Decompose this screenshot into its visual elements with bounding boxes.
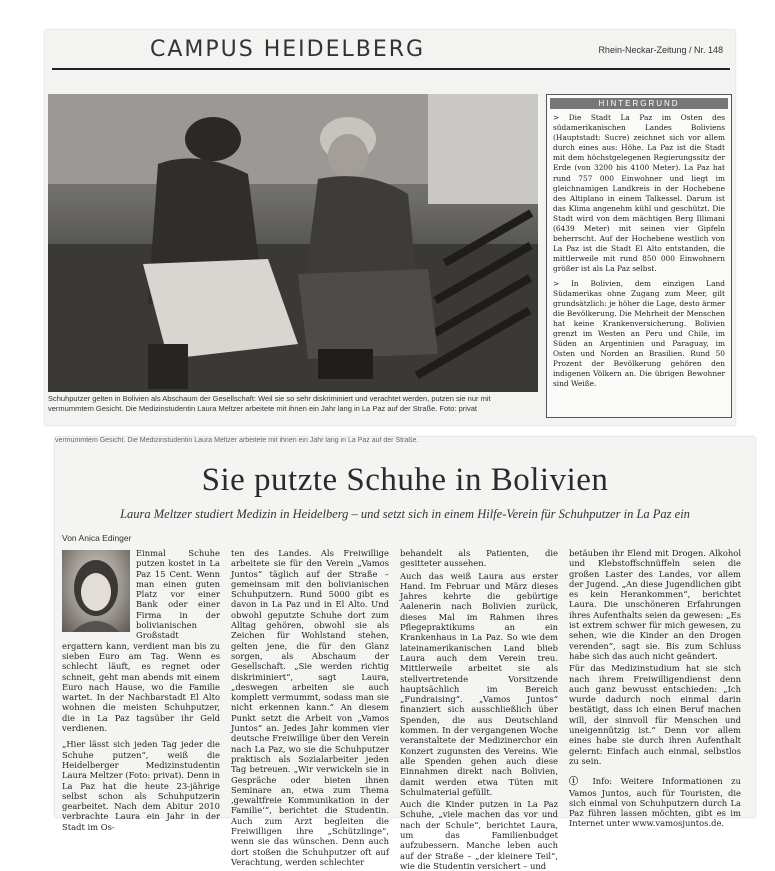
article-column-2 <box>231 548 389 867</box>
page-info: Rhein-Neckar-Zeitung / Nr. 148 <box>598 45 723 55</box>
paragraph: Einmal Schuhe putzen kostet in La Paz 15 Cent. Wenn man einen guten Platz vor einer Bank oder einer Firma in der bolivianischen Großstadt ergattern kann, verdient man bis zu sieben Euro am Tag. Wenn es schlecht läuft, es regnet oder schneit, geht man abends mit einem Euro nach Hause, wo die Familie wartet. In der Nachbarstadt El Alto wohnen die meisten Schuhputzer, die in La Paz tagsüber ihr Geld verdienen. <box>62 548 220 734</box>
torn-caption-remnant: vermummtem Gesicht. Die Medizinstudentin Laura Meltzer arbeitete mit ihnen ein Jahr lang in La Paz auf der Straße. <box>55 437 419 444</box>
info-icon: ⓘ <box>569 777 584 788</box>
info-text: Info: Weitere Informationen zu Vamos Juntos, auch für Touristen, die sich einmal von Schuhputzern durch La Paz führen lassen möchten, gibt es im Internet unter www.vamosjuntos.de. <box>569 776 741 829</box>
portrait-illustration <box>62 550 130 632</box>
sidebar-paragraph-bolivien: > In Bolivien, dem einzigen Land Südamerikas ohne Zugang zum Meer, gilt grundsätzlich: je höher die Lage, desto ärmer die Bevölkerung. Die Mehrheit der Menschen hat keine Krankenversicherung. Bolivien grenzt im Westen an Peru und Chile, im Süden an Argentinien und Paraguay, im Osten und Norden an Brasilien. Rund 50 Prozent der Bevölkerung gehören den indigenen Völkern an. Die übrigen Bewohner sind Weiße. <box>553 278 725 389</box>
photo-illustration <box>48 94 538 392</box>
photo-caption: Schuhputzer gelten in Bolivien als Abschaum der Gesellschaft: Weil sie so sehr diskriminiert und verachtet werden, putzen sie nur mit vermummtem Gesicht. Die Medizinstudentin Laura Meltzer arbeitete mit ihnen ein Jahr lang in La Paz auf der Straße. Foto: privat <box>48 394 491 413</box>
sidebar-paragraph-la-paz: > Die Stadt La Paz im Osten des südamerikanischen Landes Boliviens (Hauptstadt: Sucre) zeichnet sich vor allem durch eines aus: Höhe. La Paz ist die Stadt mit dem höchstgelegenen Regierungssitz der Erde (von 3200 bis 4100 Meter). La Paz hat rund 757 000 Einwohner und liegt im gleichnamigen Landkreis in der Hochebene des Altiplano in einem Talkessel. Darum ist das Klima angenehm kühl und geschützt. Die Stadt wird von dem mächtigen Berg Illimani (6439 Meter) mit seinen vier Gipfeln beherrscht. Auf der Hochebene westlich von La Paz ist die Stadt El Alto entstanden, die mittlerweile mit rund 850 000 Einwohnern größer ist als La Paz selbst. <box>553 113 725 274</box>
sidebar-text <box>547 109 731 398</box>
header-rule <box>52 68 730 70</box>
paragraph: ten des Landes. Als Freiwillige arbeitete sie für den Verein „Vamos Juntos“ täglich auf der Straße – gemeinsam mit den bolivianischen Schuhputzern. Rund 5000 gibt es davon in La Paz und in El Alto. Und obwohl geputzte Schuhe dort zum Alltag gehören, obwohl sie als Zeichen für Wohlstand stehen, gelten jene, die für den Glanz sorgen, als Abschaum der Gesellschaft. „Sie werden richtig diskriminiert“, sagt Laura, „deswegen arbeiten sie auch komplett vermummt, sodass man sie nicht erkennen kann.“ An diesem Punkt setzt die Arbeit von „Vamos Juntos“ an. Jedes Jahr kommen vier deutsche Freiwillige über den Verein nach La Paz, wo sie die Schuhputzer praktisch als Sozialarbeiter jeden Tag betreuen. „Wir verwickeln sie in Gespräche oder bieten ihnen Seminare an, etwa zum Thema ‚gewaltfreie Kommunikation in der Familie‘“, berichtet die Studentin. Auch zum Arzt begleiten die Freiwilligen ihre „Schützlinge“, wenn sie das wünschen. Denn auch dort stoßen die Schuhputzer oft auf Verachtung, werden schlechter <box>231 548 389 867</box>
paragraph: behandelt als Patienten, die gesitteter aussehen. <box>400 548 558 569</box>
paragraph: betäuben ihr Elend mit Drogen. Alkohol und Klebstoffschnüffeln seien die großen Laster des Landes, vor allem der Jugend. „An diese Jugendlichen gibt es kein Herankommen“, berichtet Laura. Die unschöneren Erfahrungen ihres Aufenthalts seien da gewesen: „Es ist extrem schwer für mich gewesen, zu sehen, wie die Kinder an den Drogen verenden“, sagt sie. Bis zum Schluss habe sich das auch nicht geändert. <box>569 548 741 661</box>
section-masthead: CAMPUS HEIDELBERG <box>150 37 426 62</box>
article-column-3 <box>400 548 558 871</box>
sidebar-heading: HINTERGRUND <box>550 98 728 109</box>
paragraph: Für das Medizinstudium hat sie sich nach ihrem Freiwilligendienst denn auch ganz bewusst entschieden: „Ich wurde dadurch noch einmal darin bestätigt, dass ich einen Beruf machen will, der sinnvoll für Menschen und uneigennützig ist.“ Denn vor allem eines habe sie durch ihren Aufenthalt gelernt: Einfach auch einmal, selbstlos zu sein. <box>569 663 741 766</box>
article-byline: Von Anica Edinger <box>62 533 132 543</box>
article-subheadline: Laura Meltzer studiert Medizin in Heidelberg – und setzt sich in einem Hilfe-Verein für Schuhputzer in La Paz ein <box>120 507 690 521</box>
article-headline: Sie putzte Schuhe in Bolivien <box>201 462 609 498</box>
paragraph: „Hier lässt sich jeden Tag jeder die Schuhe putzen“, weiß die Heidelberger Medizinstudentin Laura Meltzer (Foto: privat). Denn in La Paz hat die heute 23-jährige selbst schon als Schuhputzerin gearbeitet. Nach dem Abitur 2010 verbrachte Laura ein Jahr in der Stadt im Os- <box>62 739 220 832</box>
article-photo <box>48 94 538 392</box>
background-sidebar <box>546 94 732 418</box>
article-column-1 <box>62 548 220 832</box>
paragraph: Auch das weiß Laura aus erster Hand. Im Februar und März dieses Jahres kehrte die gebürtige Aalenerin nach Bolivien zurück, dieses Mal im Rahmen ihres Pflegepraktikums an ein Krankenhaus in La Paz. So wie dem lateinamerikanischen Land blieb Laura auch dem Verein treu. Mittlerweile arbeitet sie als stellvertretende Vorsitzende hauptsächlich im Bereich „Fundraising“. „Vamos Juntos“ finanziert sich ausschließlich über Spenden, die aus Deutschland kommen. In der vergangenen Woche veranstaltete der Medizinerchor ein Konzert zugunsten des Vereins. Wie alle Spenden gehen auch diese Einnahmen direkt nach Bolivien, damit werden etwa Tüten mit Schulmaterial gefüllt. <box>400 570 558 797</box>
article-column-4 <box>569 548 741 829</box>
paragraph: Auch die Kinder putzen in La Paz Schuhe, „viele machen das vor und nach der Schule“, berichtet Laura, um das Familienbudget aufzubessern. Manche leben auch auf der Straße – „der kleinere Teil“, wie die Studentin versichert – und <box>400 799 558 871</box>
info-box <box>569 776 741 828</box>
author-portrait <box>62 550 130 632</box>
